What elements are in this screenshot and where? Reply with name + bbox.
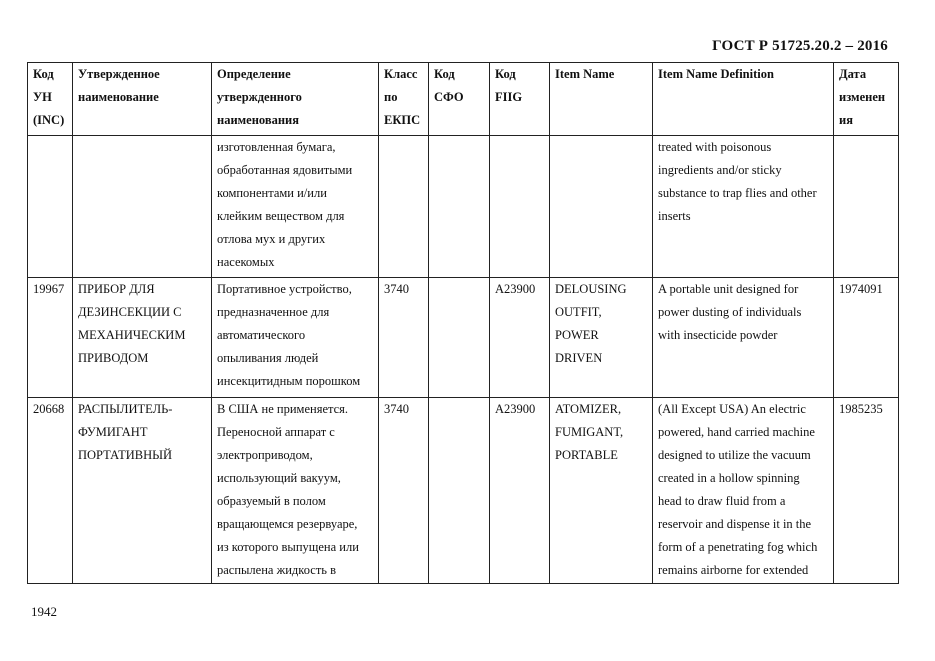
col-header-item-definition: Item Name Definition	[653, 63, 834, 136]
col-header-name: Утвержденное наименование	[73, 63, 212, 136]
cell-name	[73, 136, 212, 278]
cell-date: 1985235	[834, 398, 899, 584]
col-header-inc: Код УН (INC)	[28, 63, 73, 136]
page-number: 1942	[31, 604, 57, 619]
cell-definition: В США не применяется. Переносной аппарат с электроприводом, использующий вакуум, образуемый в полом вращающемся резервуаре, из которого выпущена или распылена жидкость в	[212, 398, 379, 584]
cell-date	[834, 136, 899, 278]
table-row	[28, 398, 899, 584]
cell-inc	[28, 136, 73, 278]
cell-fiig	[490, 136, 550, 278]
col-header-item-name: Item Name	[550, 63, 653, 136]
col-header-definition: Определение утвержденного наименования	[212, 63, 379, 136]
cell-item-definition: treated with poisonous ingredients and/or sticky substance to trap flies and other inserts	[653, 136, 834, 278]
cell-fiig: A23900	[490, 398, 550, 584]
document-code: ГОСТ Р 51725.20.2 – 2016	[712, 38, 888, 54]
cell-definition: изготовленная бумага, обработанная ядовитыми компонентами и/или клейким веществом для отлова мух и других насекомых	[212, 136, 379, 278]
cell-item-name	[550, 136, 653, 278]
col-header-class: Класс по ЕКПС	[379, 63, 429, 136]
cell-inc: 19967	[28, 278, 73, 398]
cell-sfo	[429, 278, 490, 398]
cell-date: 1974091	[834, 278, 899, 398]
cell-item-definition: (All Except USA) An electric powered, hand carried machine designed to utilize the vacuum created in a hollow spinning head to draw fluid from a reservoir and dispense it in the form of a penetrating fog which remains airborne for extended	[653, 398, 834, 584]
items-table	[27, 62, 899, 584]
col-header-date: Дата изменен ия	[834, 63, 899, 136]
cell-class: 3740	[379, 278, 429, 398]
cell-item-definition: A portable unit designed for power dusting of individuals with insecticide powder	[653, 278, 834, 398]
col-header-sfo: Код СФО	[429, 63, 490, 136]
col-header-fiig: Код FIIG	[490, 63, 550, 136]
cell-name: РАСПЫЛИТЕЛЬ- ФУМИГАНТ ПОРТАТИВНЫЙ	[73, 398, 212, 584]
cell-inc: 20668	[28, 398, 73, 584]
cell-class	[379, 136, 429, 278]
cell-sfo	[429, 398, 490, 584]
table-row	[28, 136, 899, 278]
cell-class: 3740	[379, 398, 429, 584]
table-row	[28, 278, 899, 398]
cell-sfo	[429, 136, 490, 278]
cell-definition: Портативное устройство, предназначенное для автоматического опыливания людей инсекцитидным порошком	[212, 278, 379, 398]
cell-fiig: A23900	[490, 278, 550, 398]
cell-name: ПРИБОР ДЛЯ ДЕЗИНСЕКЦИИ С МЕХАНИЧЕСКИМ ПРИВОДОМ	[73, 278, 212, 398]
table-header-row	[28, 63, 899, 136]
cell-item-name: DELOUSING OUTFIT, POWER DRIVEN	[550, 278, 653, 398]
cell-item-name: ATOMIZER, FUMIGANT, PORTABLE	[550, 398, 653, 584]
